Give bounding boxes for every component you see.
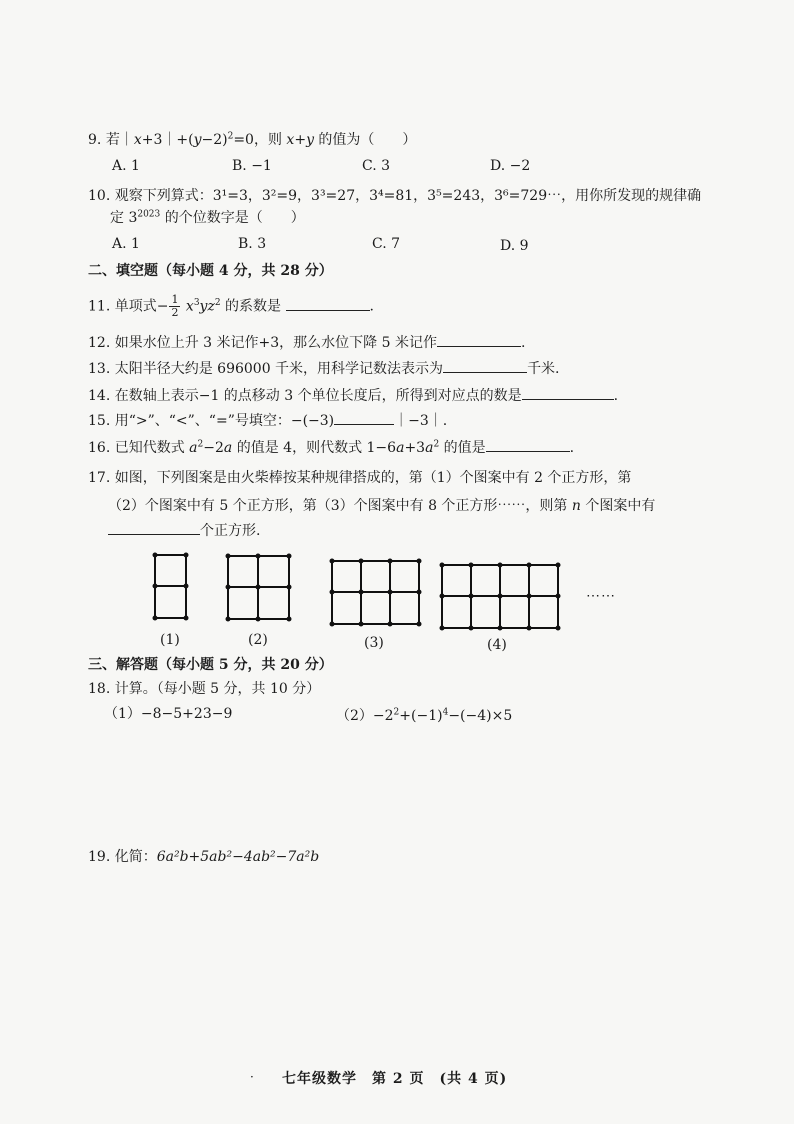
q10-text: 的个位数字是（ ） [160, 210, 305, 226]
question-number: 10. [88, 188, 111, 204]
q18-exponent: 2 [393, 707, 400, 718]
section-heading-solve: 三、解答题（每小题 5 分，共 20 分） [88, 657, 333, 673]
q10-option-a: A. 1 [112, 236, 140, 252]
q16-var-a: a [425, 440, 434, 456]
question-number: 11. [88, 298, 111, 315]
question-number: 15. [88, 413, 111, 429]
q9-text: +3｜+( [141, 132, 194, 148]
page-footer: 七年级数学 第 2 页 (共 4 页) [282, 1071, 508, 1087]
question-18 [88, 679, 320, 699]
q9-text: −2) [201, 132, 228, 148]
q11-exponent: 2 [214, 297, 221, 308]
q9-option-d: D. −2 [490, 158, 531, 174]
q9-option-c: C. 3 [362, 158, 391, 174]
q11-end: . [369, 298, 374, 315]
fraction-denominator: 2 [171, 306, 179, 319]
q18-title: 计算。（每小题 5 分，共 10 分） [114, 681, 321, 697]
q17-text: 个正方形. [200, 523, 261, 539]
q18-text: （2）−2 [336, 708, 394, 724]
q10-text: 定 3 [110, 210, 138, 226]
q9-text: 的值为（ ） [313, 132, 417, 148]
question-number: 18. [88, 681, 111, 697]
q19-label: 化简： [114, 849, 157, 865]
q14-end: . [613, 388, 619, 404]
question-number: 19. [88, 849, 111, 865]
q17-text: 个图案中有 [580, 498, 656, 514]
q16-exponent: 2 [433, 439, 440, 450]
section-heading-fill-blank: 二、填空题（每小题 4 分，共 28 分） [88, 263, 333, 279]
q12-end: . [520, 335, 526, 351]
q9-var-x: x [286, 132, 295, 148]
q16-exponent: 2 [197, 439, 204, 450]
q9-text: 若｜ [105, 132, 134, 148]
q11-var-y: y [199, 298, 208, 315]
q18-exponent: 4 [442, 707, 449, 718]
q10-option-b: B. 3 [238, 236, 267, 252]
q13-end: 千米. [527, 361, 560, 377]
figure-3 [330, 559, 422, 627]
q9-option-b: B. −1 [232, 158, 272, 174]
q16-text: 已知代数式 [114, 440, 190, 456]
figure-4 [440, 563, 561, 631]
q11-exponent: 3 [193, 297, 200, 308]
q16-text: −2 [203, 440, 224, 456]
q11-text: 单项式− [114, 298, 169, 315]
question-19 [88, 847, 319, 867]
q18-part-1: （1）−8−5+23−9 [104, 706, 233, 722]
question-number: 16. [88, 440, 111, 456]
q16-var-a: a [189, 440, 198, 456]
figure-2 [226, 554, 292, 622]
q16-end: . [569, 440, 575, 456]
q17-text: （2）个图案中有 5 个正方形，第（3）个图案中有 8 个正方形⋯⋯，则第 [108, 498, 572, 514]
q16-text: 的值是 [439, 440, 486, 456]
q11-var-z: z [207, 298, 215, 315]
q14-text: 在数轴上表示−1 的点移动 3 个单位长度后，所得到对应点的数是 [114, 388, 522, 404]
q10-line1: 观察下列算式：3¹=3，3²=9，3³=27，3⁴=81，3⁵=243，3⁶=729⋯，用你所发现的规律确 [114, 188, 702, 204]
figure-caption-4: (4) [487, 637, 507, 653]
q13-text: 太阳半径大约是 696000 千米，用科学记数法表示为 [114, 361, 444, 377]
figure-1 [153, 553, 189, 621]
q16-var-a: a [223, 440, 233, 456]
q12-text: 如果水位上升 3 米记作+3，那么水位下降 5 米记作 [114, 335, 437, 351]
q10-option-d: D. 9 [500, 238, 529, 254]
q9-var-y: y [306, 132, 314, 148]
q9-text: =0，则 [233, 132, 287, 148]
figure-caption-3: (3) [364, 635, 384, 651]
question-number: 13. [88, 361, 111, 377]
q15-text: 用“>”、“<”、“=”号填空：−(−3) [114, 413, 335, 429]
q19-expression: 6a²b+5ab²−4ab²−7a²b [156, 849, 320, 865]
q9-var-y: y [193, 132, 202, 148]
q9-text: + [294, 132, 307, 148]
q17-var-n: n [571, 498, 581, 514]
q17-line1: 如图，下列图案是由火柴棒按某种规律搭成的，第（1）个图案中有 2 个正方形，第 [114, 470, 632, 486]
question-number: 9. [88, 132, 102, 148]
q9-exponent: 2 [227, 131, 234, 142]
q16-text: +3 [404, 440, 426, 456]
figure-caption-2: (2) [248, 632, 268, 648]
q16-text: 的值是 4，则代数式 1−6 [232, 440, 397, 456]
q9-var-x: x [133, 132, 142, 148]
q10-exponent: 2023 [137, 209, 161, 220]
q16-var-a: a [396, 440, 405, 456]
figure-ellipsis: ⋯⋯ [586, 588, 616, 604]
question-number: 12. [88, 335, 111, 351]
q15-end: ｜−3｜. [394, 413, 448, 429]
question-number: 17. [88, 470, 111, 486]
fraction-numerator: 1 [171, 293, 179, 306]
q11-text: 的系数是 [220, 298, 282, 315]
footer-dot: · [250, 1070, 254, 1084]
q18-part-2 [336, 706, 512, 726]
q11-var-x: x [185, 298, 194, 315]
q10-option-c: C. 7 [372, 236, 401, 252]
question-number: 14. [88, 388, 111, 404]
q18-text: −(−4)×5 [448, 708, 513, 724]
q9-option-a: A. 1 [112, 158, 140, 174]
q18-text: +(−1) [399, 708, 443, 724]
figure-caption-1: (1) [160, 632, 180, 648]
